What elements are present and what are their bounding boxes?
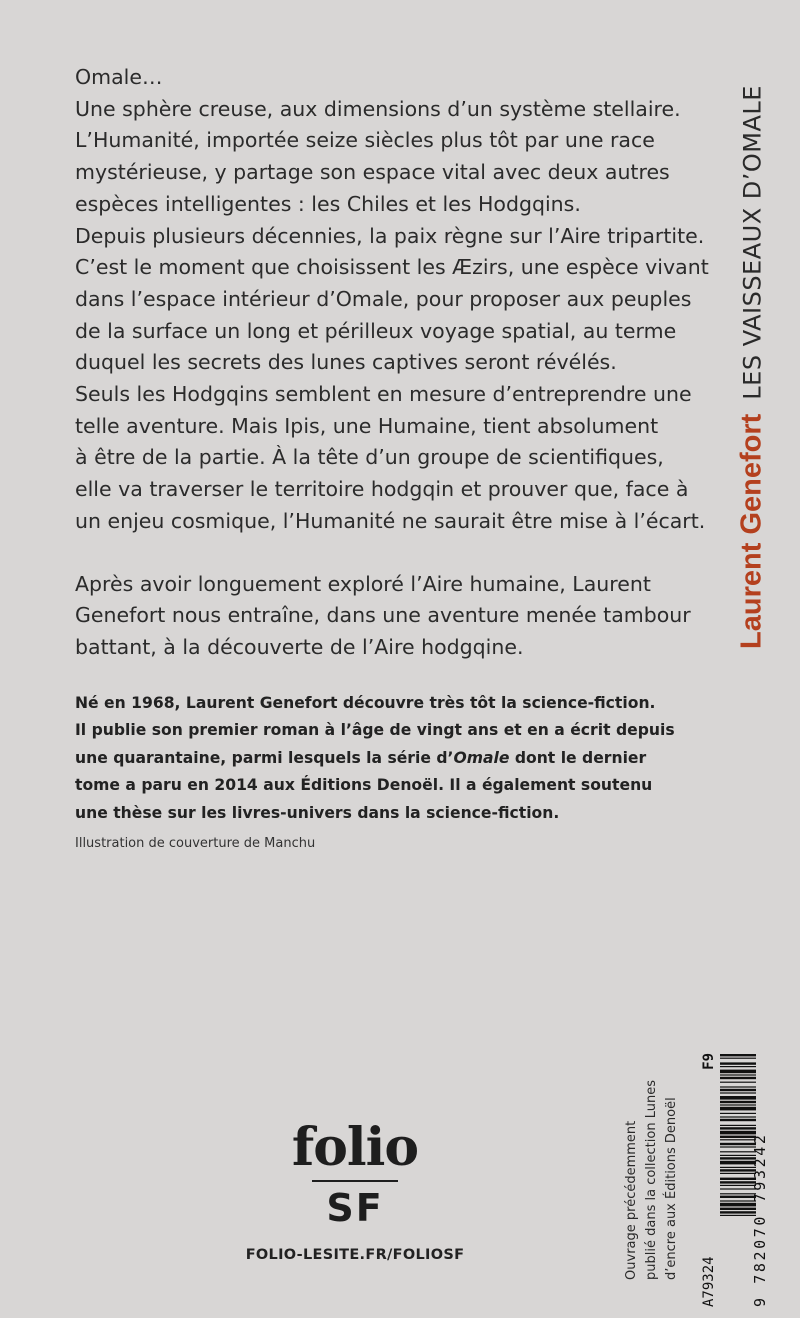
author-bio xyxy=(75,690,675,827)
series-title: Omale xyxy=(453,748,510,767)
barcode-price: F9 xyxy=(701,1053,717,1070)
blurb-line: espèces intelligentes : les Chiles et les Hodgqins. xyxy=(75,191,581,216)
blurb-line: un enjeu cosmique, l’Humanité ne saurait être mise à l’écart. xyxy=(75,508,706,533)
blurb-line: elle va traverser le territoire hodgqin et prouver que, face à xyxy=(75,477,689,502)
blurb-line: mystérieuse, y partage son espace vital avec deux autres xyxy=(75,160,670,185)
previous-edition-rotated xyxy=(622,1080,682,1280)
previous-edition-line: d’encre aux Éditions Denoël xyxy=(664,1097,679,1280)
blurb-line: à être de la partie. À la tête d’un groupe de scientifiques, xyxy=(75,445,664,470)
barcode-isbn: 9 782070 793242 xyxy=(751,1132,769,1307)
blurb-line: Après avoir longuement exploré l’Aire humaine, Laurent xyxy=(75,571,651,596)
paragraph-gap xyxy=(75,538,655,569)
bio-text: dont le dernier xyxy=(509,748,647,767)
blurb-line: Genefort nous entraîne, dans une aventure menée tambour xyxy=(75,603,691,628)
cover-illustration-credit: Illustration de couverture de Manchu xyxy=(75,836,316,851)
bio-line: une thèse sur les livres-univers dans la science-fiction. xyxy=(75,803,560,822)
blurb-line: de la surface un long et périlleux voyage spatial, au terme xyxy=(75,318,677,343)
blurb-line: duquel les secrets des lunes captives seront révélés. xyxy=(75,350,617,375)
bio-line: Il publie son premier roman à l’âge de vingt ans et en a écrit depuis xyxy=(75,721,675,740)
logo-sf-wordmark: SF xyxy=(326,1186,384,1230)
spine-rotated xyxy=(736,85,769,649)
folio-sf-logo xyxy=(235,1117,475,1230)
publisher-website: FOLIO-LESITE.FR/FOLIOSF xyxy=(245,1247,465,1263)
bio-line: tome a paru en 2014 aux Éditions Denoël. Il a également soutenu xyxy=(75,776,653,795)
spine-title: LES VAISSEAUX D’OMALE xyxy=(738,85,767,400)
logo-folio-wordmark: folio xyxy=(291,1117,419,1178)
previous-edition-line: Ouvrage précédemment xyxy=(624,1120,639,1280)
blurb-line: Une sphère creuse, aux dimensions d’un système stellaire. xyxy=(75,96,681,121)
bio-line xyxy=(75,745,675,772)
barcode-code-row xyxy=(701,1053,717,1307)
previous-edition-note xyxy=(612,1060,692,1300)
blurb-line: Omale… xyxy=(75,65,163,89)
blurb-line: Depuis plusieurs décennies, la paix règne sur l’Aire tripartite. xyxy=(75,223,705,248)
spine-text xyxy=(730,72,774,662)
back-cover-blurb xyxy=(75,62,709,664)
barcode-code: A79324 xyxy=(701,1256,717,1307)
spine-author: Laurent Genefort xyxy=(735,413,768,649)
barcode-text-rotated xyxy=(701,1053,769,1307)
blurb-line: dans l’espace intérieur d’Omale, pour proposer aux peuples xyxy=(75,286,692,311)
blurb-line: C’est le moment que choisissent les Æzirs, une espèce vivant xyxy=(75,255,709,280)
blurb-line: battant, à la découverte de l’Aire hodgqine. xyxy=(75,634,524,659)
blurb-line: telle aventure. Mais Ipis, une Humaine, tient absolument xyxy=(75,413,659,438)
logo-divider xyxy=(312,1180,398,1182)
bio-line: Né en 1968, Laurent Genefort découvre très tôt la science-fiction. xyxy=(75,694,656,712)
blurb-line: L’Humanité, importée seize siècles plus tôt par une race xyxy=(75,128,655,153)
barcode-block xyxy=(700,1046,770,1314)
bio-text: une quarantaine, parmi lesquels la série d’ xyxy=(75,748,454,767)
blurb-line: Seuls les Hodgqins semblent en mesure d’entreprendre une xyxy=(75,382,692,407)
previous-edition-line: publié dans la collection Lunes xyxy=(644,1080,659,1280)
